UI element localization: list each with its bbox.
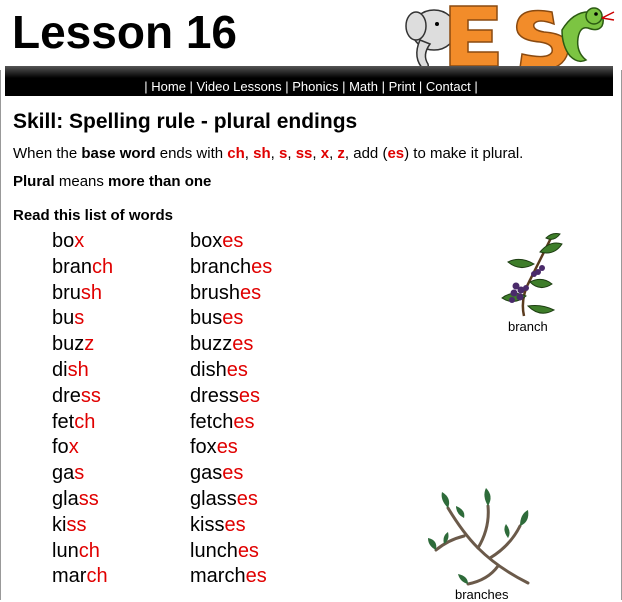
rule-text-part: add ( bbox=[349, 145, 388, 162]
ending-ch: ch bbox=[227, 145, 245, 162]
base-word-ending: x bbox=[74, 230, 85, 252]
plural-word-ending: es bbox=[216, 436, 238, 459]
base-word-stem: bru bbox=[52, 281, 81, 304]
plural-word-ending: es bbox=[233, 410, 255, 433]
base-word bbox=[52, 540, 100, 563]
plural-word bbox=[190, 411, 254, 434]
ending-s: s bbox=[279, 145, 288, 162]
nav-phonics[interactable]: Phonics bbox=[292, 79, 339, 94]
skill-heading: Skill: Spelling rule - plural endings bbox=[13, 110, 358, 133]
plural-word bbox=[190, 488, 258, 511]
elephant-snake-logo-icon[interactable] bbox=[402, 0, 617, 76]
base-word-ending: sh bbox=[67, 359, 89, 381]
base-word-ending: z bbox=[84, 333, 95, 356]
plural-word bbox=[190, 359, 248, 382]
base-word-ending: s bbox=[74, 307, 85, 330]
definition-meaning: more than one bbox=[108, 173, 212, 190]
base-word-ending: s bbox=[74, 462, 85, 485]
rule-base-word: base word bbox=[81, 145, 156, 162]
base-word-stem: ki bbox=[52, 513, 67, 536]
base-word-stem: bu bbox=[52, 307, 75, 330]
plural-definition bbox=[13, 173, 211, 190]
base-word bbox=[52, 411, 95, 434]
picture-caption-branches: branches bbox=[455, 587, 509, 602]
plural-word-stem: march bbox=[190, 565, 246, 588]
base-word bbox=[52, 230, 84, 253]
plural-word bbox=[190, 385, 260, 408]
plural-word-stem: lunch bbox=[190, 539, 238, 562]
base-word-ending: sh bbox=[80, 281, 103, 304]
plural-word-ending: es bbox=[222, 462, 244, 485]
nav-print[interactable]: Print bbox=[388, 79, 416, 94]
plural-word bbox=[190, 565, 267, 588]
plural-word bbox=[190, 256, 272, 279]
base-word bbox=[52, 333, 94, 356]
plural-word-ending: es bbox=[222, 230, 244, 252]
plural-word-stem: fox bbox=[190, 436, 217, 459]
base-word-stem: gla bbox=[52, 488, 79, 510]
plural-word bbox=[190, 540, 259, 563]
base-word-stem: fo bbox=[52, 436, 69, 459]
plural-word-stem: buzz bbox=[190, 333, 233, 356]
plural-word-ending: es bbox=[226, 359, 248, 381]
branches-icon bbox=[428, 488, 538, 588]
nav-contact[interactable]: Contact bbox=[425, 79, 471, 94]
base-word-ending: ch bbox=[86, 565, 108, 588]
base-word bbox=[52, 256, 113, 279]
plural-word-ending: es bbox=[240, 281, 262, 304]
plural-word-ending: es bbox=[245, 565, 267, 588]
plural-word bbox=[190, 307, 243, 330]
plural-word-stem: gas bbox=[190, 462, 223, 485]
definition-text: means bbox=[54, 173, 109, 190]
base-word bbox=[52, 359, 89, 382]
plural-word-stem: dress bbox=[190, 384, 239, 407]
plural-word bbox=[190, 462, 243, 485]
plural-word bbox=[190, 436, 238, 459]
plural-word-ending: es bbox=[232, 333, 254, 356]
plural-word-ending: es bbox=[222, 307, 244, 330]
nav-links: | Home | Video Lessons | Phonics | Math | Print | Contact | bbox=[144, 79, 478, 94]
definition-term: Plural bbox=[13, 173, 55, 190]
plural-word-stem: brush bbox=[190, 281, 241, 304]
plural-word-ending: es bbox=[251, 255, 273, 278]
base-word bbox=[52, 514, 86, 537]
base-word-ending: ss bbox=[80, 384, 101, 407]
base-word-ending: ch bbox=[78, 539, 100, 562]
base-word-stem: ga bbox=[52, 462, 75, 485]
ending-es: es bbox=[387, 145, 405, 162]
plural-word bbox=[190, 282, 261, 305]
base-word-ending: ss bbox=[78, 488, 99, 510]
plural-word-stem: glass bbox=[190, 488, 237, 510]
base-word-ending: x bbox=[68, 436, 79, 459]
rule-text-part: When the bbox=[13, 145, 82, 162]
plural-word-ending: es bbox=[238, 384, 261, 407]
lesson-title: Lesson 16 bbox=[12, 6, 237, 58]
base-word bbox=[52, 436, 79, 459]
berry-branch-icon bbox=[490, 230, 570, 320]
plural-word-stem: box bbox=[190, 230, 223, 252]
ending-ss: ss bbox=[295, 145, 313, 162]
base-word-stem: lun bbox=[52, 539, 79, 562]
base-word bbox=[52, 307, 84, 330]
plural-word-stem: fetch bbox=[190, 410, 234, 433]
navbar-gradient bbox=[5, 66, 613, 78]
header bbox=[0, 0, 622, 70]
plural-word-stem: bus bbox=[190, 307, 223, 330]
ending-sh: sh bbox=[253, 145, 271, 162]
plural-word-stem: dish bbox=[190, 359, 227, 381]
rule-text: When the base word ends with ch, sh, s, ss, x, z, add (es) to make it plural. bbox=[13, 145, 524, 162]
base-word bbox=[52, 488, 99, 511]
base-word bbox=[52, 565, 108, 588]
base-word-stem: di bbox=[52, 359, 68, 381]
base-word-ending: ch bbox=[74, 410, 96, 433]
plural-word-stem: branch bbox=[190, 255, 252, 278]
ending-x: x bbox=[320, 145, 330, 162]
plural-word-ending: es bbox=[237, 539, 259, 562]
nav-home[interactable]: Home bbox=[151, 79, 186, 94]
picture-caption-branch: branch bbox=[508, 319, 548, 334]
nav-math[interactable]: Math bbox=[349, 79, 378, 94]
base-word bbox=[52, 385, 101, 408]
ending-z: z bbox=[337, 145, 345, 162]
base-word bbox=[52, 282, 102, 305]
base-word-stem: buz bbox=[52, 333, 85, 356]
plural-word bbox=[190, 514, 246, 537]
base-word-stem: mar bbox=[52, 565, 87, 588]
base-word-stem: dre bbox=[52, 384, 81, 407]
plural-word-ending: es bbox=[236, 488, 258, 510]
plural-word bbox=[190, 333, 253, 356]
base-word-stem: bran bbox=[52, 255, 93, 278]
rule-text-part: ends with bbox=[155, 145, 228, 162]
nav-video-lessons[interactable]: Video Lessons bbox=[196, 79, 282, 94]
base-word-stem: bo bbox=[52, 230, 75, 252]
plural-word-ending: es bbox=[224, 513, 246, 536]
base-word-stem: fet bbox=[52, 410, 75, 433]
base-word-ending: ch bbox=[92, 255, 114, 278]
plural-word-stem: kiss bbox=[190, 513, 225, 536]
list-heading: Read this list of words bbox=[13, 207, 174, 224]
rule-text-part: ) to make it plural. bbox=[404, 145, 524, 162]
base-word-ending: ss bbox=[66, 513, 87, 536]
plural-word bbox=[190, 230, 243, 253]
base-word bbox=[52, 462, 84, 485]
